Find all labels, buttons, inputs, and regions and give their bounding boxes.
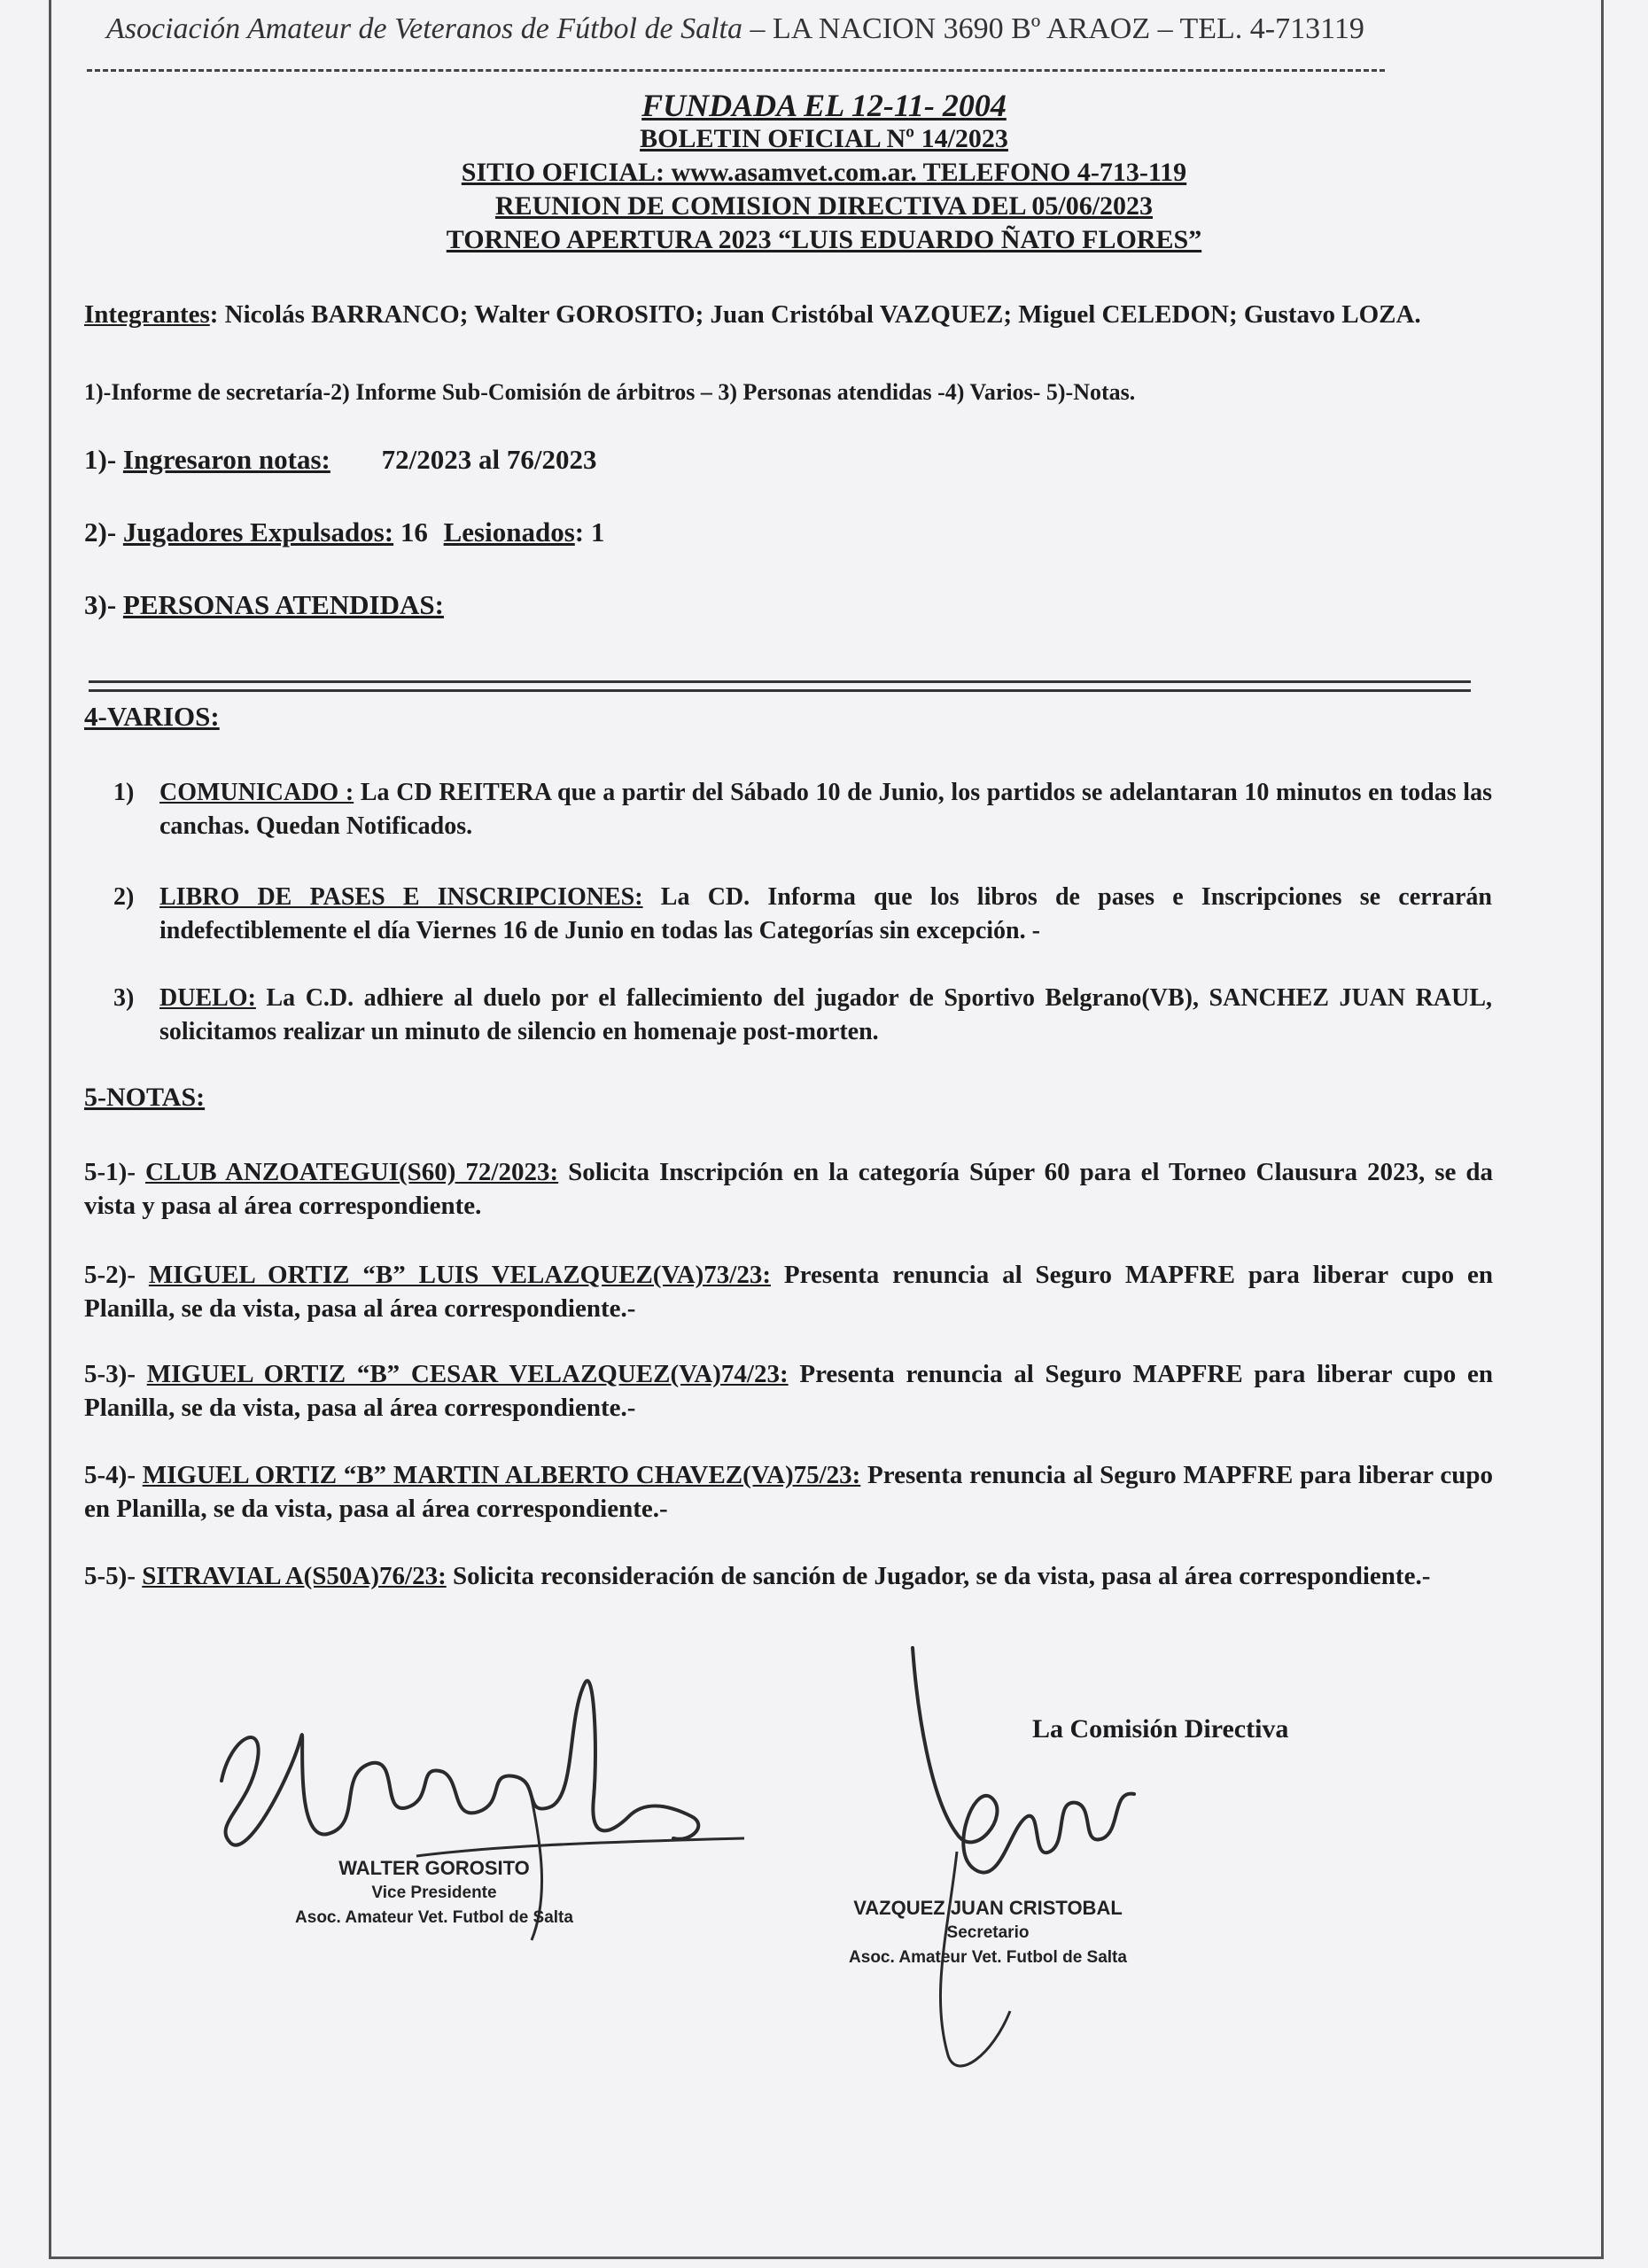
note-title: MIGUEL ORTIZ “B” CESAR VELAZQUEZ(VA)74/23:	[146, 1360, 789, 1388]
section-1	[84, 443, 1493, 477]
section-3-label: PERSONAS ATENDIDAS:	[122, 589, 444, 620]
note-text: Presenta renuncia al Seguro MAPFRE para liberar cupo en Planilla, se da vista, pasa al área correspondiente.-	[84, 1360, 1494, 1422]
note-number: 5-1)-	[84, 1158, 136, 1186]
note-number: 5-5)-	[84, 1562, 136, 1590]
varios-item	[113, 881, 1492, 948]
note-title: MIGUEL ORTIZ “B” LUIS VELAZQUEZ(VA)73/23:	[148, 1261, 771, 1289]
signer-right-role: Secretario	[946, 1923, 1030, 1942]
section-1-label: Ingresaron notas:	[122, 444, 330, 475]
expelled-count: 16	[400, 517, 428, 548]
varios-item-title: DUELO:	[159, 984, 256, 1012]
varios-item-title: COMUNICADO :	[159, 779, 354, 806]
signer-right-name: VAZQUEZ JUAN CRISTOBAL	[853, 1897, 1123, 1919]
signer-left-role: Vice Presidente	[371, 1884, 497, 1902]
title-block	[0, 89, 1648, 257]
varios-item-title: LIBRO DE PASES E INSCRIPCIONES:	[159, 883, 643, 911]
section-5-label: 5-NOTAS:	[84, 1083, 206, 1112]
note-number: 5-2)-	[84, 1261, 136, 1289]
varios-item	[113, 776, 1492, 843]
section-1-prefix: 1)-	[84, 444, 117, 475]
members-label: Integrantes	[84, 300, 210, 329]
note-item	[84, 1559, 1493, 1593]
tournament-line: TORNEO APERTURA 2023 “LUIS EDUARDO ÑATO FLORES”	[446, 225, 1202, 254]
note-item	[84, 1458, 1493, 1526]
injured-label: Lesionados	[443, 517, 575, 548]
header-divider	[87, 69, 1385, 72]
section-4-label: 4-VARIOS:	[84, 701, 220, 732]
signer-left-name: WALTER GOROSITO	[338, 1857, 530, 1879]
varios-item-text: La CD. Informa que los libros de pases e Inscripciones se cerrarán indefectiblemente el día Viernes 16 de Junio en todas las Categorías sin excepción. -	[159, 883, 1492, 944]
note-text: Presenta renuncia al Seguro MAPFRE para liberar cupo en Planilla, se da vista, pasa al área correspondiente.-	[84, 1261, 1494, 1323]
varios-item	[113, 982, 1492, 1049]
note-title: MIGUEL ORTIZ “B” MARTIN ALBERTO CHAVEZ(VA)75/23:	[142, 1461, 861, 1489]
note-title: CLUB ANZOATEGUI(S60) 72/2023:	[144, 1158, 559, 1186]
varios-item-number: 1)	[113, 779, 135, 806]
signer-right-org: Asoc. Amateur Vet. Futbol de Salta	[849, 1948, 1127, 1967]
members-paragraph	[84, 298, 1493, 331]
founded-line: FUNDADA EL 12-11- 2004	[641, 88, 1007, 123]
signature-right-icon	[877, 1639, 1161, 2100]
note-text: Presenta renuncia al Seguro MAPFRE para liberar cupo en Planilla, se da vista, pasa al área correspondiente.-	[84, 1461, 1494, 1523]
varios-item-text: La CD REITERA que a partir del Sábado 10 de Junio, los partidos se adelantaran 10 minutos en todas las canchas. Quedan Notificados.	[159, 779, 1492, 840]
members-names: : Nicolás BARRANCO; Walter GOROSITO; Juan Cristóbal VAZQUEZ; Miguel CELEDON; Gustavo LOZA.	[209, 300, 1421, 329]
note-number: 5-4)-	[84, 1461, 136, 1489]
official-site: SITIO OFICIAL: www.asamvet.com.ar. TELEFONO 4-713-119	[461, 158, 1187, 187]
varios-item-text: La C.D. adhiere al duelo por el fallecimiento del jugador de Sportivo Belgrano(VB), SANCHEZ JUAN RAUL, solicitamos realizar un minuto de silencio en homenaje post-morten.	[159, 984, 1492, 1045]
varios-item-number: 2)	[113, 883, 135, 911]
association-name: Asociación Amateur de Veteranos de Fútbol de Salta	[106, 12, 742, 45]
signer-left-org: Asoc. Amateur Vet. Futbol de Salta	[295, 1908, 573, 1927]
section-1-value: 72/2023 al 76/2023	[381, 444, 597, 475]
expelled-label: Jugadores Expulsados:	[122, 517, 394, 548]
section-3-prefix: 3)-	[84, 589, 117, 620]
section-3	[84, 588, 1493, 622]
note-item	[84, 1258, 1493, 1325]
section-divider-bottom	[89, 689, 1471, 692]
injured-count: : 1	[574, 517, 605, 548]
varios-item-number: 3)	[113, 984, 135, 1012]
note-text: Solicita Inscripción en la categoría Súper 60 para el Torneo Clausura 2023, se da vista y pasa al área correspondiente.	[84, 1158, 1493, 1220]
note-text: Solicita reconsideración de sanción de Jugador, se da vista, pasa al área correspondiente.-	[446, 1562, 1431, 1590]
section-divider-top	[89, 680, 1471, 683]
agenda-line: 1)-Informe de secretaría-2) Informe Sub-Comisión de árbitros – 3) Personas atendidas -4) Varios- 5)-Notas.	[84, 379, 1136, 405]
letterhead	[106, 12, 1489, 46]
association-address: – LA NACION 3690 Bº ARAOZ – TEL. 4-713119	[750, 12, 1364, 45]
note-title: SITRAVIAL A(S50A)76/23:	[142, 1562, 447, 1590]
closing-line: La Comisión Directiva	[1032, 1714, 1289, 1744]
section-2-prefix: 2)-	[84, 517, 117, 548]
section-2	[84, 516, 1493, 549]
signature-right-block	[837, 1896, 1139, 1970]
note-item	[84, 1155, 1493, 1223]
note-number: 5-3)-	[84, 1360, 136, 1388]
bulletin-number: BOLETIN OFICIAL Nº 14/2023	[640, 124, 1008, 153]
note-item	[84, 1357, 1493, 1425]
meeting-line: REUNION DE COMISION DIRECTIVA DEL 05/06/2023	[494, 191, 1154, 221]
signature-left-block	[292, 1856, 576, 1930]
